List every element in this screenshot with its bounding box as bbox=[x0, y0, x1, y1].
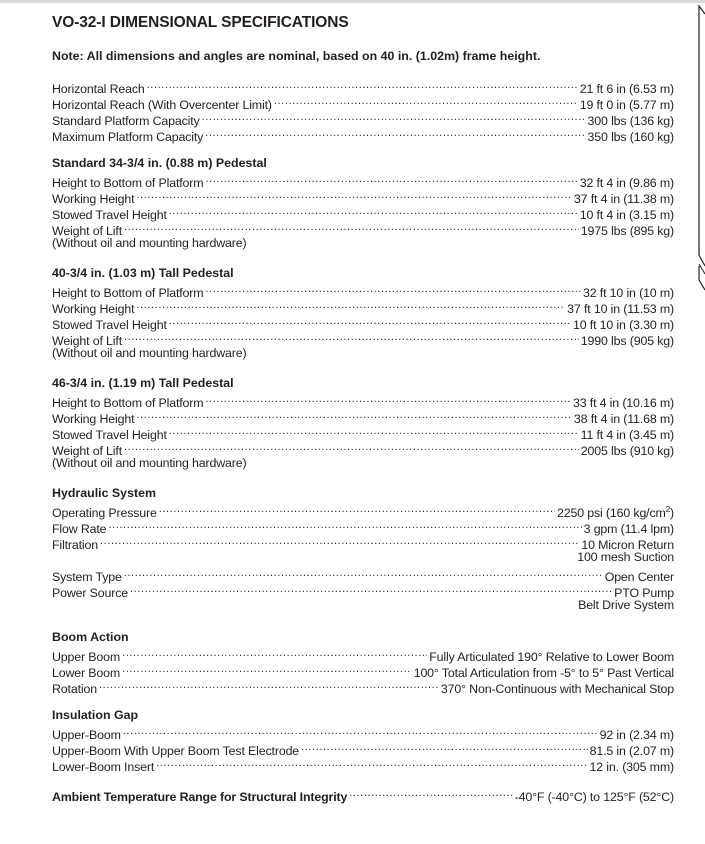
spec-document bbox=[52, 13, 674, 804]
dot-leader bbox=[108, 517, 581, 533]
spec-row bbox=[52, 391, 674, 410]
spec-label: Lower-Boom Insert bbox=[52, 760, 155, 774]
spec-label: System Type bbox=[52, 570, 122, 584]
spec-value: -40°F (-40°C) to 125°F (52°C) bbox=[514, 790, 674, 804]
spec-value: 1975 lbs (895 kg) bbox=[580, 224, 674, 238]
spec-label: Stowed Travel Height bbox=[52, 428, 167, 442]
section-heading: Boom Action bbox=[52, 630, 129, 644]
spec-value: 32 ft 10 in (10 m) bbox=[583, 286, 674, 300]
section-heading: Standard 34-3/4 in. (0.88 m) Pedestal bbox=[52, 156, 267, 170]
spec-value: 33 ft 4 in (10.16 m) bbox=[573, 396, 674, 410]
spec-label: Height to Bottom of Platform bbox=[52, 176, 204, 190]
page-edge-bracket-icon bbox=[693, 0, 705, 300]
spec-value: 10 ft 4 in (3.15 m) bbox=[579, 208, 674, 222]
spec-label: Rotation bbox=[52, 682, 97, 696]
spec-row bbox=[52, 517, 674, 536]
tall-pedestal-40-section bbox=[52, 265, 674, 361]
spec-label: Height to Bottom of Platform bbox=[52, 396, 204, 410]
dot-leader bbox=[122, 645, 427, 661]
spec-value: 370° Non-Continuous with Mechanical Stop bbox=[440, 682, 674, 696]
spec-value: 2005 lbs (910 kg) bbox=[580, 444, 674, 458]
spec-value: 100° Total Articulation from -5° to 5° Past Vertical bbox=[413, 666, 674, 680]
spec-value: 1990 lbs (905 kg) bbox=[580, 334, 674, 348]
spec-label: Lower Boom bbox=[52, 666, 121, 680]
spec-row bbox=[52, 785, 674, 804]
spec-value: PTO Pump bbox=[614, 586, 674, 600]
hydraulic-system-section bbox=[52, 485, 674, 613]
spec-label: Upper-Boom With Upper Boom Test Electrode bbox=[52, 744, 300, 758]
spec-value: 92 in (2.34 m) bbox=[599, 728, 674, 742]
spec-value-text: ) bbox=[670, 506, 674, 520]
spec-label: Weight of Lift bbox=[52, 224, 122, 238]
dot-leader bbox=[136, 297, 565, 313]
spec-value: 12 in. (305 mm) bbox=[589, 760, 674, 774]
spec-row bbox=[52, 297, 674, 316]
spec-row bbox=[52, 77, 674, 96]
spec-row bbox=[52, 581, 674, 600]
dot-leader bbox=[124, 439, 579, 455]
spec-value: 19 ft 0 in (5.77 m) bbox=[579, 98, 674, 112]
dot-leader bbox=[301, 739, 588, 755]
spec-value: 37 ft 4 in (11.38 m) bbox=[573, 192, 674, 206]
standard-pedestal-section bbox=[52, 155, 674, 251]
spec-label: Operating Pressure bbox=[52, 506, 157, 520]
dot-leader bbox=[130, 581, 612, 597]
spec-row bbox=[52, 533, 674, 552]
spec-row bbox=[52, 501, 674, 520]
spec-label: Upper-Boom bbox=[52, 728, 121, 742]
spec-label: Upper Boom bbox=[52, 650, 121, 664]
footnote: (Without oil and mounting hardware) bbox=[52, 456, 247, 470]
general-specs-section bbox=[52, 77, 674, 144]
spec-label: Height to Bottom of Platform bbox=[52, 286, 204, 300]
footnote: (Without oil and mounting hardware) bbox=[52, 236, 247, 250]
spec-value-continuation: Belt Drive System bbox=[578, 598, 674, 612]
spec-label: Working Height bbox=[52, 302, 135, 316]
dot-leader bbox=[136, 187, 572, 203]
spec-label: Horizontal Reach (With Overcenter Limit) bbox=[52, 98, 272, 112]
dot-leader bbox=[205, 171, 577, 187]
spec-row bbox=[52, 723, 674, 742]
spec-row bbox=[52, 565, 674, 584]
section-heading: Hydraulic System bbox=[52, 486, 156, 500]
tall-pedestal-46-section bbox=[52, 375, 674, 471]
dot-leader bbox=[274, 93, 578, 109]
spec-label: Stowed Travel Height bbox=[52, 318, 167, 332]
dot-leader bbox=[169, 203, 578, 219]
footnote: (Without oil and mounting hardware) bbox=[52, 346, 247, 360]
spec-value: 300 lbs (136 kg) bbox=[587, 114, 674, 128]
dot-leader bbox=[124, 329, 579, 345]
spec-label: Horizontal Reach bbox=[52, 82, 145, 96]
dot-leader bbox=[124, 219, 579, 235]
dot-leader bbox=[205, 391, 571, 407]
section-heading: Insulation Gap bbox=[52, 708, 139, 722]
spec-label: Maximum Platform Capacity bbox=[52, 130, 204, 144]
dot-leader bbox=[136, 407, 572, 423]
spec-value: 37 ft 10 in (11.53 m) bbox=[567, 302, 674, 316]
insulation-gap-section bbox=[52, 707, 674, 774]
spec-value: 10 ft 10 in (3.30 m) bbox=[573, 318, 674, 332]
dot-leader bbox=[205, 125, 585, 141]
spec-label: Working Height bbox=[52, 412, 135, 426]
spec-value: Open Center bbox=[604, 570, 674, 584]
dot-leader bbox=[123, 723, 598, 739]
dot-leader bbox=[156, 755, 587, 771]
spec-value: 10 Micron Return bbox=[581, 538, 674, 552]
top-border bbox=[0, 0, 705, 3]
spec-value: Fully Articulated 190° Relative to Lower Boom bbox=[429, 650, 674, 664]
dot-leader bbox=[99, 677, 439, 693]
spec-row bbox=[52, 739, 674, 758]
spec-row bbox=[52, 645, 674, 664]
dot-leader bbox=[349, 785, 512, 801]
spec-label: Weight of Lift bbox=[52, 444, 122, 458]
document-title: VO-32-I DIMENSIONAL SPECIFICATIONS bbox=[52, 14, 349, 31]
dot-leader bbox=[100, 533, 579, 549]
section-heading: 40-3/4 in. (1.03 m) Tall Pedestal bbox=[52, 266, 234, 280]
spec-value: 21 ft 6 in (6.53 m) bbox=[579, 82, 674, 96]
spec-label: Flow Rate bbox=[52, 522, 107, 536]
spec-label: Working Height bbox=[52, 192, 135, 206]
spec-value: 81.5 in (2.07 m) bbox=[589, 744, 674, 758]
dot-leader bbox=[202, 109, 586, 125]
dot-leader bbox=[205, 281, 581, 297]
ambient-temperature-section bbox=[52, 785, 674, 804]
spec-value: 3 gpm (11.4 lpm) bbox=[583, 522, 674, 536]
spec-label: Ambient Temperature Range for Structural Integrity bbox=[52, 790, 348, 804]
dot-leader bbox=[147, 77, 578, 93]
spec-label: Power Source bbox=[52, 586, 129, 600]
spec-value: 38 ft 4 in (11.68 m) bbox=[573, 412, 674, 426]
spec-label: Standard Platform Capacity bbox=[52, 114, 200, 128]
boom-action-section bbox=[52, 629, 674, 696]
dot-leader bbox=[124, 565, 603, 581]
spec-row bbox=[52, 171, 674, 190]
spec-label: Weight of Lift bbox=[52, 334, 122, 348]
spec-label: Filtration bbox=[52, 538, 99, 552]
spec-value: 350 lbs (160 kg) bbox=[587, 130, 674, 144]
dot-leader bbox=[169, 423, 579, 439]
spec-value: 11 ft 4 in (3.45 m) bbox=[580, 428, 674, 442]
spec-row bbox=[52, 281, 674, 300]
dot-leader bbox=[159, 501, 555, 517]
spec-value-text: 2250 psi (160 kg/cm bbox=[556, 506, 666, 520]
spec-value-continuation: 100 mesh Suction bbox=[577, 550, 674, 564]
dot-leader bbox=[122, 661, 412, 677]
superscript: 2 bbox=[665, 504, 671, 514]
dimension-note: Note: All dimensions and angles are nominal, based on 40 in. (1.02m) frame height. bbox=[52, 49, 541, 63]
spec-value: 32 ft 4 in (9.86 m) bbox=[579, 176, 674, 190]
dot-leader bbox=[169, 313, 571, 329]
section-heading: 46-3/4 in. (1.19 m) Tall Pedestal bbox=[52, 376, 234, 390]
spec-label: Stowed Travel Height bbox=[52, 208, 167, 222]
